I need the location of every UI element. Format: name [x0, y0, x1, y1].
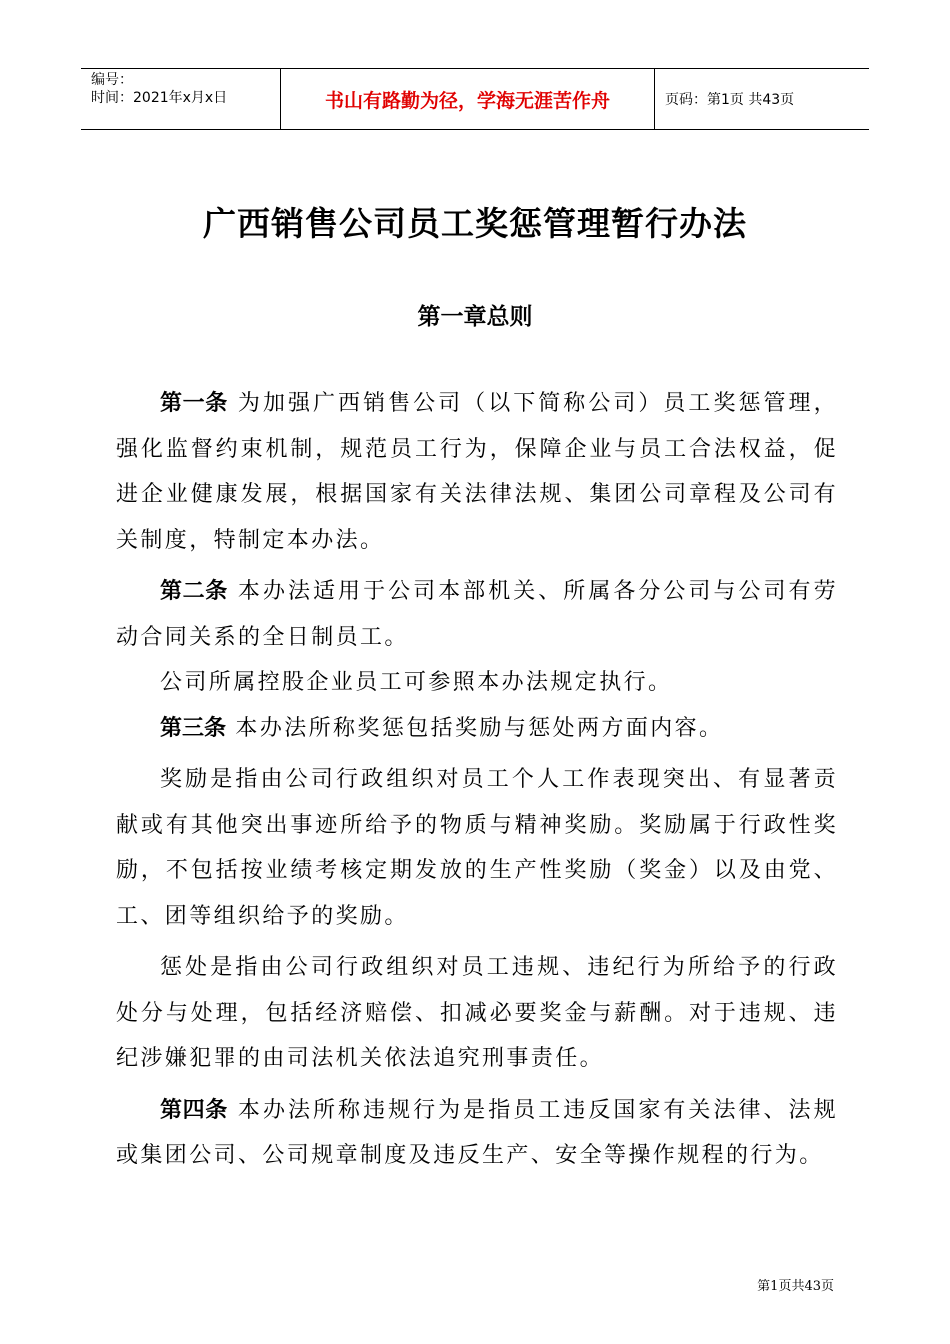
page-footer: 第1页共43页	[757, 1279, 834, 1294]
document-title: 广西销售公司员工奖惩管理暂行办法	[203, 204, 747, 243]
doc-number-label: 编号：	[91, 72, 133, 88]
paragraph	[116, 945, 838, 1082]
chapter-heading: 第一章总则	[417, 303, 533, 330]
paragraph-text: 为加强广西销售公司（以下简称公司）员工奖惩管理，强化监督约束机制，规范员工行为，保障企业与员工合法权益，促进企业健康发展，根据国家有关法律法规、集团公司章程及公司有关制度，特制定本办法。	[116, 391, 838, 553]
paragraph	[116, 757, 838, 939]
paragraph-text: 本办法所称违规行为是指员工违反国家有关法律、法规或集团公司、公司规章制度及违反生产、安全等操作规程的行为。	[116, 1097, 838, 1168]
doc-time-label: 时间：2021年x月x日	[91, 90, 228, 106]
paragraph	[116, 660, 838, 706]
article-label: 第四条	[160, 1097, 228, 1123]
header-page-info: 页码：第1页 共43页	[665, 92, 795, 108]
header-meta	[81, 69, 281, 129]
article-label: 第一条	[160, 391, 228, 416]
paragraph-article-4	[116, 1088, 838, 1179]
paragraph-text: 奖励是指由公司行政组织对员工个人工作表现突出、有显著贡献或有其他突出事迹所给予的物质与精神奖励。奖励属于行政性奖励，不包括按业绩考核定期发放的生产性奖励（奖金）以及由党、工、团等组织给予的奖励。	[116, 767, 838, 929]
article-label: 第二条	[160, 579, 228, 604]
page-header	[81, 68, 869, 130]
paragraph-text: 惩处是指由公司行政组织对员工违规、违纪行为所给予的行政处分与处理，包括经济赔偿、扣减必要奖金与薪酬。对于违规、违纪涉嫌犯罪的由司法机关依法追究刑事责任。	[116, 955, 838, 1071]
header-motto: 书山有路勤为径，学海无涯苦作舟	[281, 69, 655, 129]
article-label: 第三条	[160, 715, 227, 741]
document-body	[116, 381, 838, 1179]
paragraph-article-3	[116, 706, 838, 752]
paragraph-text: 本办法适用于公司本部机关、所属各分公司与公司有劳动合同关系的全日制员工。	[116, 579, 838, 650]
paragraph-article-2	[116, 569, 838, 660]
paragraph-article-1	[116, 381, 838, 563]
paragraph-text: 本办法所称奖惩包括奖励与惩处两方面内容。	[235, 715, 724, 741]
paragraph-text: 公司所属控股企业员工可参照本办法规定执行。	[160, 670, 673, 695]
